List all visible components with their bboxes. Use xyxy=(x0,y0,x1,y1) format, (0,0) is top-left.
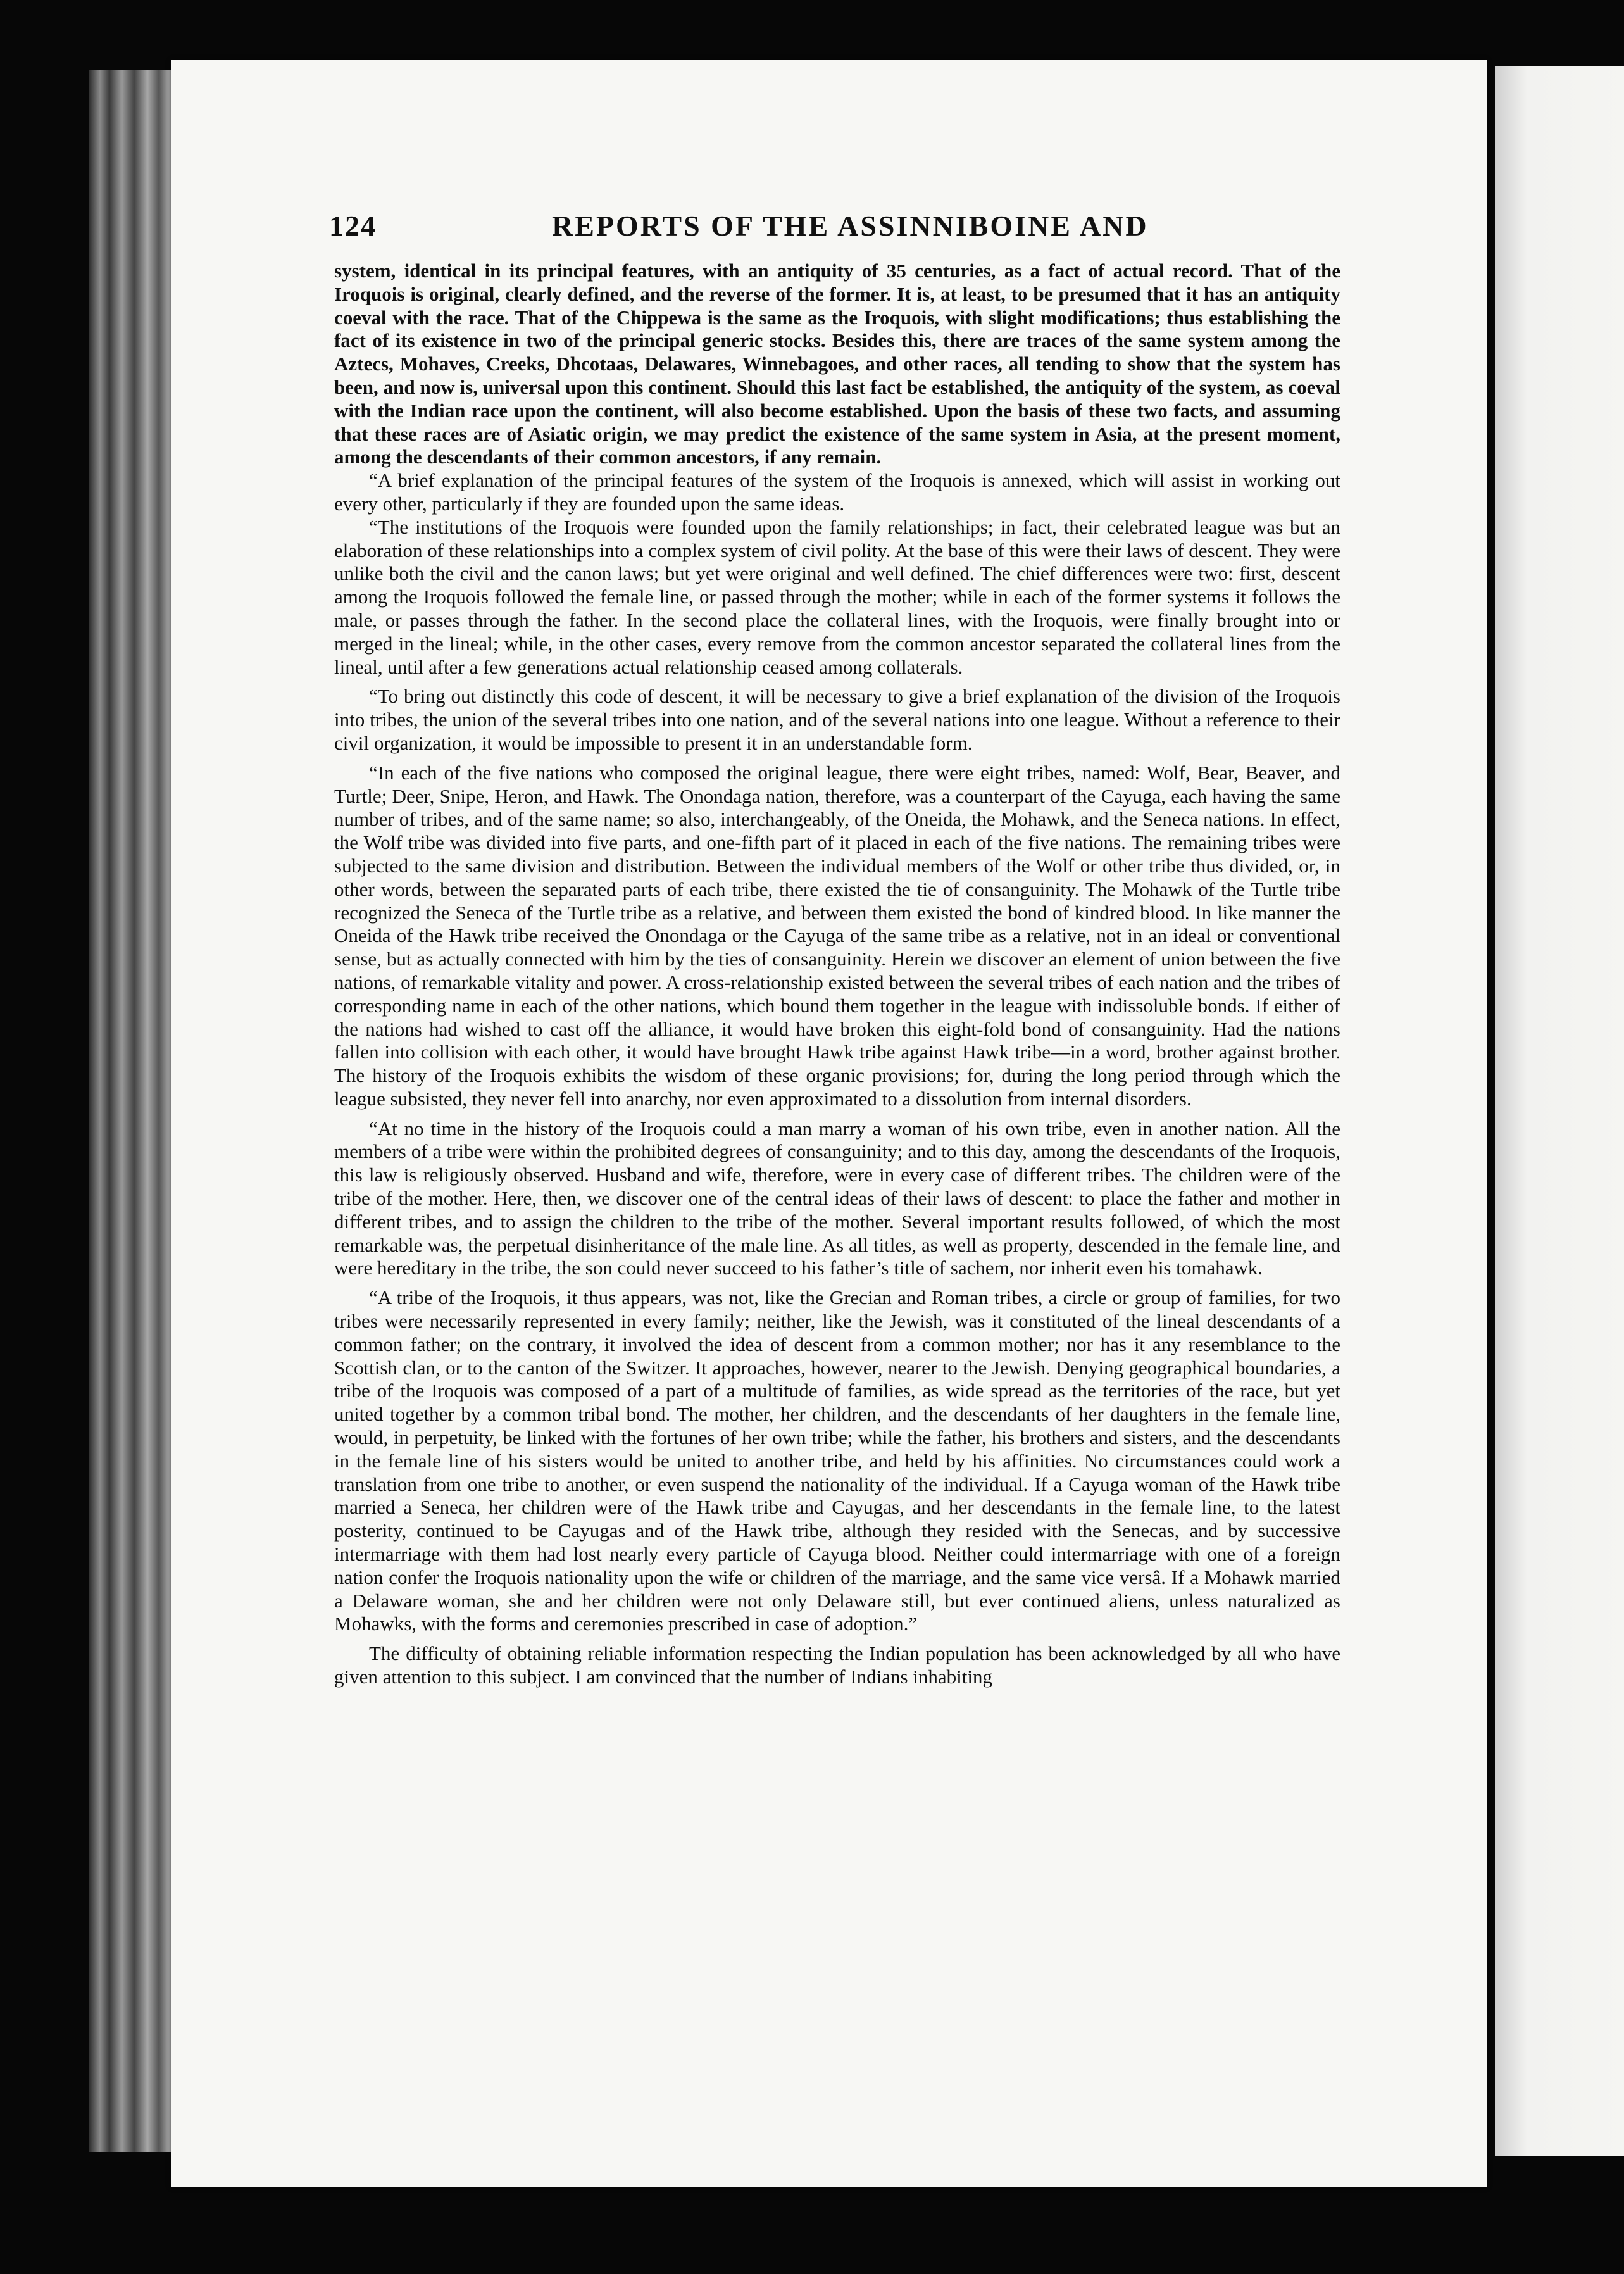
paragraph: “A brief explanation of the principal features of the system of the Iroquois is annexed, which will assist in working out every other, particularly if they are founded upon the same ideas. xyxy=(334,469,1340,515)
facing-page-edge xyxy=(1495,66,1624,2156)
body-text xyxy=(334,260,1340,1689)
paragraph: “In each of the five nations who composed the original league, there were eight tribes, named: Wolf, Bear, Beaver, and Turtle; Deer, Snipe, Heron, and Hawk. The Onondaga nation, therefore, was a counterpart of the Cayuga, each having the same number of tribes, and of the same name; so also, interchangeably, of the Oneida, the Mohawk, and the Seneca nations. In effect, the Wolf tribe was divided into five parts, and one-fifth part of it placed in each of the five nations. The remaining tribes were subjected to the same division and distribution. Between the individual members of the Wolf or other tribe thus divided, or, in other words, between the separated parts of each tribe, there existed the tie of consanguinity. The Mohawk of the Turtle tribe recognized the Seneca of the Turtle tribe as a relative, and between them existed the bond of kindred blood. In like manner the Oneida of the Hawk tribe received the Onondaga or the Cayuga of the same tribe as a relative, not in an ideal or conventional sense, but as actually connected with him by the ties of consanguinity. Herein we discover an element of union between the five nations, of remarkable vitality and power. A cross-relationship existed between the several tribes of each nation and the tribes of corresponding name in each of the other nations, which bound them together in the league with indissoluble bonds. If either of the nations had wished to cast off the alliance, it would have broken this eight-fold bond of consanguinity. Had the nations fallen into collision with each other, it would have brought Hawk tribe against Hawk tribe—in a word, brother against brother. The history of the Iroquois exhibits the wisdom of these organic provisions; for, during the long period through which the league subsisted, they never fell into anarchy, nor even approximated to a dissolution from internal disorders. xyxy=(334,761,1340,1110)
book-edge xyxy=(89,70,184,2152)
paragraph: system, identical in its principal features, with an antiquity of 35 centuries, as a fact of actual record. That of the Iroquois is original, clearly defined, and the reverse of the former. It is, at least, to be presumed that it has an antiquity coeval with the race. That of the Chippewa is the same as the Iroquois, with slight modifications; thus establishing the fact of its existence in two of the principal generic stocks. Besides this, there are traces of the same system among the Aztecs, Mohaves, Creeks, Dhcotaas, Delawares, Winnebagoes, and other races, all tending to show that the system has been, and now is, universal upon this continent. Should this last fact be established, the antiquity of the system, as coeval with the Indian race upon the continent, will also become established. Upon the basis of these two facts, and assuming that these races are of Asiatic origin, we may predict the existence of the same system in Asia, at the present moment, among the descendants of their common ancestors, if any remain. xyxy=(334,260,1340,468)
running-head: REPORTS OF THE ASSINNIBOINE AND xyxy=(552,210,1149,242)
paragraph: The difficulty of obtaining reliable information respecting the Indian population has been acknowledged by all who have given attention to this subject. I am convinced that the number of Indians inhabiting xyxy=(334,1642,1340,1688)
paragraph: “A tribe of the Iroquois, it thus appears, was not, like the Grecian and Roman tribes, a circle or group of families, for two tribes were necessarily represented in every family; neither, like the Jewish, was it constituted of the lineal descendants of a common father; on the contrary, it involved the idea of descent from a common mother; nor has it any resemblance to the Scottish clan, or to the canton of the Switzer. It approaches, however, nearer to the Jewish. Denying geographical boundaries, a tribe of the Iroquois was composed of a part of a multitude of families, as wide spread as the territories of the race, but yet united together by a common tribal bond. The mother, her children, and the descendants of her daughters in the female line, would, in perpetuity, be linked with the fortunes of her own tribe; while the father, his brothers and sisters, and the descendants in the female line of his sisters would be united to another tribe, and held by his affinities. No circumstances could work a translation from one tribe to another, or even suspend the nationality of the individual. If a Cayuga woman of the Hawk tribe married a Seneca, her children were of the Hawk tribe and Cayugas, and her descendants in the female line, to the latest posterity, continued to be Cayugas and of the Hawk tribe, although they resided with the Senecas, and by successive intermarriage with them had lost nearly every particle of Cayuga blood. Neither could intermarriage with one of a foreign nation confer the Iroquois nationality upon the wife or children of the marriage, and the same vice versâ. If a Mohawk married a Delaware woman, she and her children were not only Delaware still, but ever continued aliens, unless naturalized as Mohawks, with the forms and ceremonies prescribed in case of adoption.” xyxy=(334,1286,1340,1635)
page-number: 124 xyxy=(329,210,377,242)
page-header xyxy=(329,209,1348,253)
paragraph: “To bring out distinctly this code of descent, it will be necessary to give a brief explanation of the division of the Iroquois into tribes, the union of the several tribes into one nation, and of the several nations into one league. Without a reference to their civil organization, it would be impossible to present it in an understandable form. xyxy=(334,685,1340,754)
paragraph: “The institutions of the Iroquois were founded upon the family relationships; in fact, their celebrated league was but an elaboration of these relationships into a complex system of civil polity. At the base of this were their laws of descent. They were unlike both the civil and the canon laws; but yet were original and well defined. The chief differences were two: first, descent among the Iroquois followed the female line, or passed through the mother; while in each of the former systems it follows the male, or passes through the father. In the second place the collateral lines, with the Iroquois, were finally brought into or merged in the lineal; while, in the other cases, every remove from the common ancestor separated the collateral lines from the lineal, until after a few generations actual relationship ceased among collaterals. xyxy=(334,515,1340,678)
paragraph: “At no time in the history of the Iroquois could a man marry a woman of his own tribe, even in another nation. All the members of a tribe were within the prohibited degrees of consanguinity; and to this day, among the descendants of the Iroquois, this law is religiously observed. Husband and wife, therefore, were in every case of different tribes. The children were of the tribe of the mother. Here, then, we discover one of the central ideas of their laws of descent: to place the father and mother in different tribes, and to assign the children to the tribe of the mother. Several important results followed, of which the most remarkable was, the perpetual disinheritance of the male line. As all titles, as well as property, descended in the female line, and were hereditary in the tribe, the son could never succeed to his father’s title of sachem, nor inherit even his tomahawk. xyxy=(334,1117,1340,1279)
